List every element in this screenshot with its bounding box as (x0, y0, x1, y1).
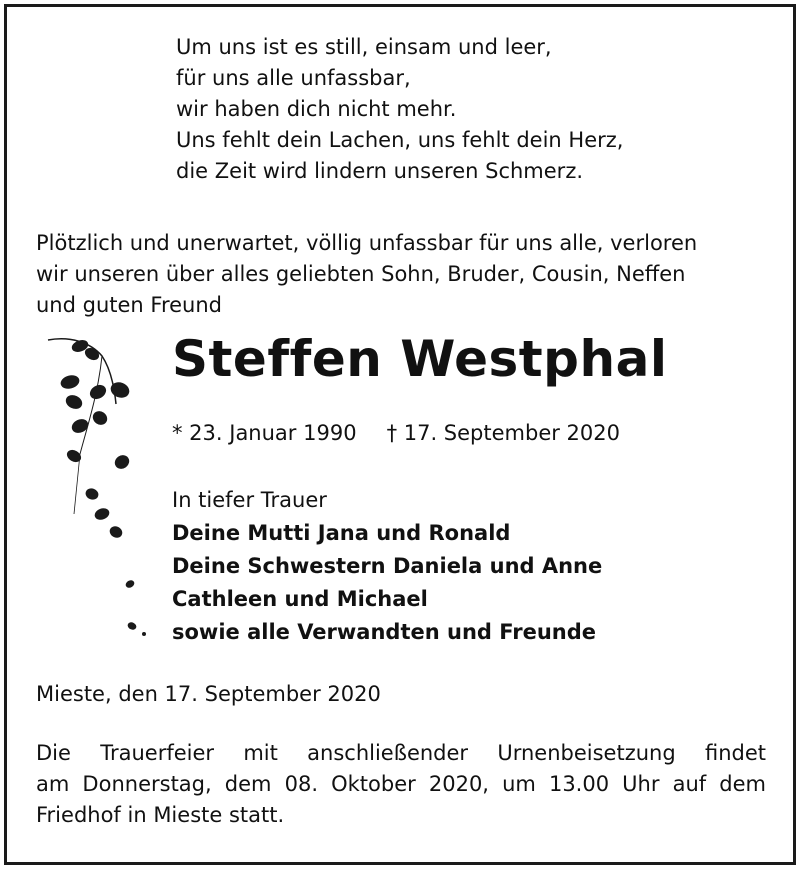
place-date: Mieste, den 17. September 2020 (36, 682, 381, 706)
service-line: Die Trauerfeier mit anschließender Urnenbeisetzung findet (36, 741, 766, 765)
life-dates (172, 421, 620, 445)
birch-branch-icon (40, 334, 160, 644)
poem-line: Uns fehlt dein Lachen, uns fehlt dein Herz, (176, 128, 624, 152)
service-line: Friedhof in Mieste statt. (36, 803, 285, 827)
poem-line: Um uns ist es still, einsam und leer, (176, 35, 552, 59)
deceased-name: Steffen Westphal (172, 330, 668, 388)
mourning-intro: In tiefer Trauer (172, 488, 327, 512)
poem-line: die Zeit wird lindern unseren Schmerz. (176, 159, 584, 183)
death-date: † 17. September 2020 (386, 421, 621, 445)
mourner-line: Deine Mutti Jana und Ronald (172, 521, 511, 545)
mourners (172, 484, 602, 649)
poem-line: für uns alle unfassbar, (176, 66, 411, 90)
funeral-service-info (36, 738, 766, 831)
poem (176, 32, 623, 187)
mourner-line: Deine Schwestern Daniela und Anne (172, 554, 603, 578)
intro-line: und guten Freund (36, 293, 222, 317)
intro-line: wir unseren über alles geliebten Sohn, Bruder, Cousin, Neffen (36, 262, 686, 286)
intro-line: Plötzlich und unerwartet, völlig unfassbar für uns alle, verloren (36, 231, 698, 255)
birth-date: * 23. Januar 1990 (172, 421, 357, 445)
poem-line: wir haben dich nicht mehr. (176, 97, 457, 121)
mourner-line: Cathleen und Michael (172, 587, 428, 611)
mourner-line: sowie alle Verwandten und Freunde (172, 620, 597, 644)
intro-text (36, 228, 697, 321)
service-line: am Donnerstag, dem 08. Oktober 2020, um 13.00 Uhr auf dem (36, 772, 766, 796)
